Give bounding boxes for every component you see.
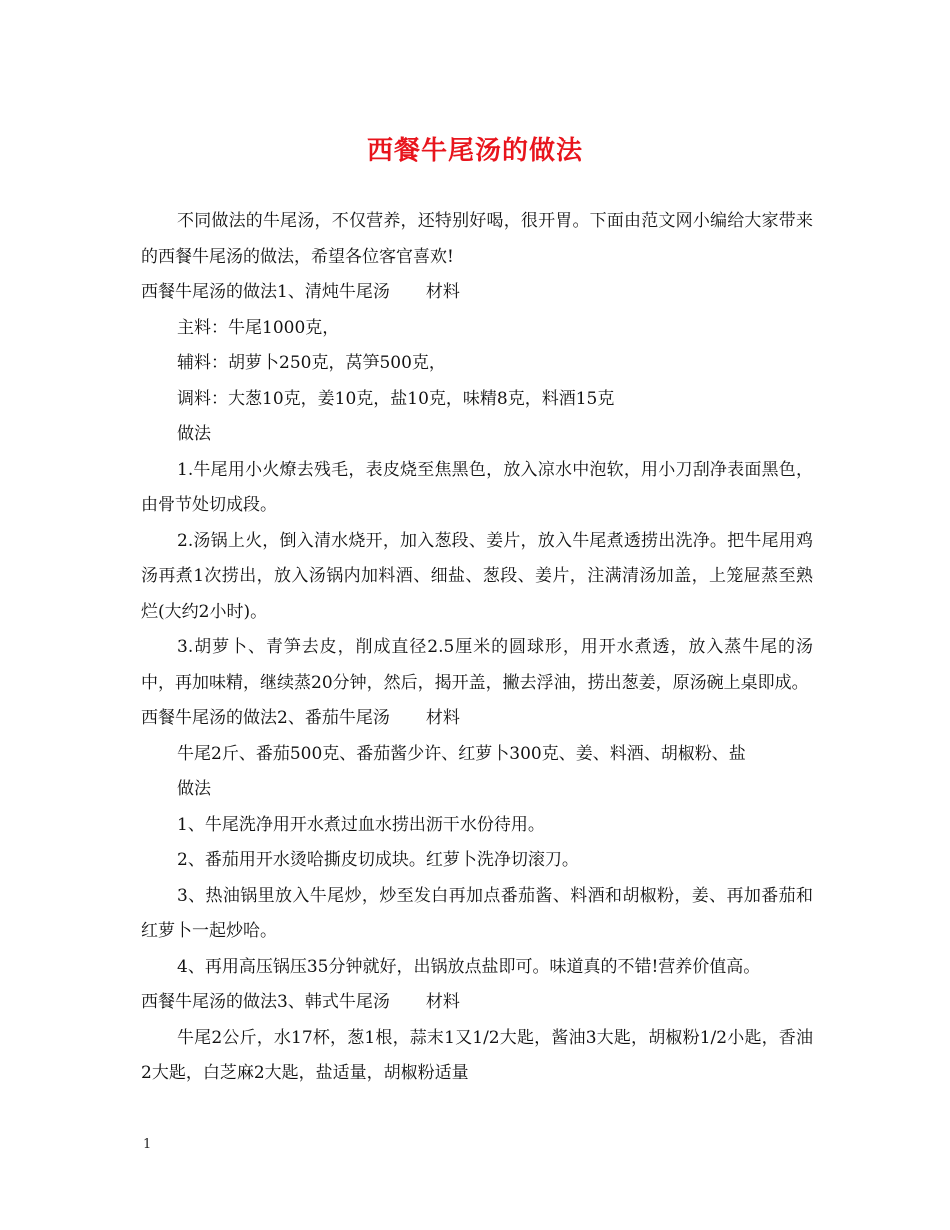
step-paragraph: 2.汤锅上火，倒入清水烧开，加入葱段、姜片，放入牛尾煮透捞出洗净。把牛尾用鸡汤再煮1次捞出，放入汤锅内加料酒、细盐、葱段、姜片，注满清汤加盖，上笼屉蒸至熟烂(大约2小时)。 (141, 530, 813, 622)
section-heading-materials: 材料 (425, 992, 460, 1012)
document-title: 西餐牛尾汤的做法 (366, 136, 583, 166)
section-heading-text: 西餐牛尾汤的做法2、番茄牛尾汤 (141, 708, 390, 728)
page-number: 1 (143, 1137, 152, 1152)
section-heading (141, 985, 813, 1021)
step-paragraph: 4、再用高压锅压35分钟就好，出锅放点盐即可。味道真的不错!营养价值高。 (177, 956, 761, 977)
ingredient-paragraph: 牛尾2公斤，水17杯，葱1根，蒜末1又1/2大匙，酱油3大匙，胡椒粉1/2小匙，香油2大匙，白芝麻2大匙，盐适量，胡椒粉适量 (141, 1027, 813, 1083)
intro-paragraph: 不同做法的牛尾汤，不仅营养，还特别好喝，很开胃。下面由范文网小编给大家带来的西餐牛尾汤的做法，希望各位客官喜欢! (141, 211, 813, 267)
section-heading (141, 701, 813, 737)
section-heading (141, 275, 813, 311)
step-paragraph: 1、牛尾洗净用开水煮过血水捞出沥干水份待用。 (177, 814, 545, 835)
ingredient-line: 辅料：胡萝卜250克，莴笋500克， (177, 353, 446, 373)
ingredient-line: 主料：牛尾1000克， (177, 317, 340, 338)
step-paragraph: 1.牛尾用小火燎去残毛，表皮烧至焦黑色，放入凉水中泡软，用小刀刮净表面黑色，由骨节处切成段。 (141, 459, 813, 515)
section-heading-text: 西餐牛尾汤的做法3、韩式牛尾汤 (141, 992, 390, 1012)
document-body (141, 204, 813, 1092)
section-heading-materials: 材料 (425, 282, 460, 302)
method-label: 做法 (177, 779, 211, 799)
ingredient-line: 调料：大葱10克，姜10克，盐10克，味精8克，料酒15克 (177, 388, 615, 409)
ingredient-line: 牛尾2斤、番茄500克、番茄酱少许、红萝卜300克、姜、料酒、胡椒粉、盐 (177, 743, 746, 764)
step-paragraph: 2、番茄用开水烫哈撕皮切成块。红萝卜洗净切滚刀。 (177, 850, 579, 870)
method-label: 做法 (177, 424, 211, 444)
section-heading-text: 西餐牛尾汤的做法1、清炖牛尾汤 (141, 282, 390, 302)
step-paragraph: 3、热油锅里放入牛尾炒，炒至发白再加点番茄酱、料酒和胡椒粉，姜、再加番茄和红萝卜一起炒哈。 (141, 885, 813, 941)
section-heading-materials: 材料 (425, 708, 460, 728)
step-paragraph: 3.胡萝卜、青笋去皮，削成直径2.5厘米的圆球形，用开水煮透，放入蒸牛尾的汤中，再加味精，继续蒸20分钟，然后，揭开盖，撇去浮油，捞出葱姜，原汤碗上桌即成。 (141, 637, 813, 693)
